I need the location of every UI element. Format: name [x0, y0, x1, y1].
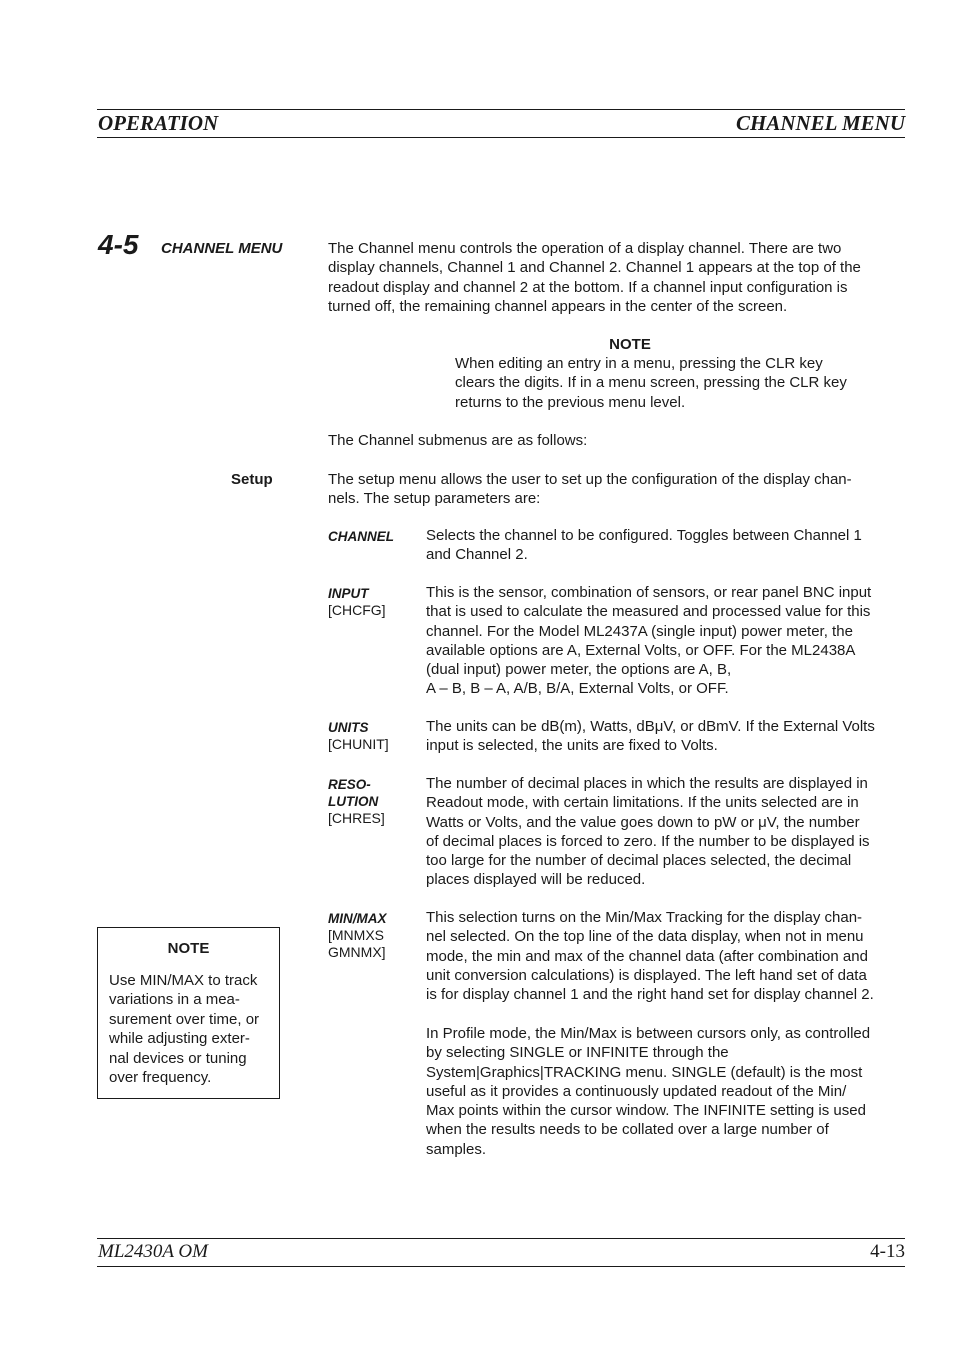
intro-paragraph	[328, 239, 906, 316]
side-note-box	[97, 927, 280, 1099]
desc-line: input is selected, the units are fixed to Volts.	[426, 737, 718, 755]
side-note-line: Use MIN/MAX to track	[109, 972, 258, 989]
desc-line: by selecting SINGLE or INFINITE through the	[426, 1044, 729, 1062]
section-title: CHANNEL MENU	[161, 240, 283, 257]
side-note-body	[109, 971, 270, 1087]
note-line: When editing an entry in a menu, pressing the CLR key	[455, 355, 823, 372]
param-minmax-desc-profile	[426, 1024, 906, 1159]
header-chapter-label: CHANNEL MENU	[736, 111, 905, 135]
desc-line: available options are A, External Volts, or OFF. For the ML2438A	[426, 641, 856, 659]
desc-line: This selection turns on the Min/Max Tracking for the display chan-	[426, 909, 863, 926]
desc-line: System|Graphics|TRACKING menu. SINGLE (default) is the most	[426, 1063, 863, 1081]
desc-line: of decimal places is forced to zero. If the number to be displayed is	[426, 832, 870, 850]
side-note-heading: NOTE	[167, 940, 210, 957]
param-name: RESO-	[328, 777, 371, 792]
note-line: returns to the previous menu level.	[455, 393, 686, 411]
param-channel-term	[328, 528, 420, 545]
desc-line: The number of decimal places in which the results are displayed in	[426, 775, 868, 792]
desc-line: mode, the min and max of the channel data (after combination and	[426, 947, 868, 965]
param-resolution-term	[328, 776, 420, 827]
desc-line: too large for the number of decimal places selected, the decimal	[426, 852, 852, 870]
desc-line: This is the sensor, combination of sensors, or rear panel BNC input	[426, 584, 872, 601]
param-name: UNITS	[328, 720, 369, 735]
param-code: [CHCFG]	[328, 602, 386, 618]
param-resolution-desc	[426, 774, 906, 890]
footer-top-rule	[97, 1238, 905, 1239]
header-section-label: OPERATION	[98, 111, 219, 135]
desc-line: is for display channel 1 and the right hand set for display channel 2.	[426, 986, 874, 1004]
desc-line: useful as it provides a continuously updated readout of the Min/	[426, 1082, 847, 1100]
desc-line: channel. For the Model ML2437A (single input) power meter, the	[426, 622, 853, 640]
param-name: CHANNEL	[328, 529, 394, 544]
footer-bottom-rule	[97, 1266, 905, 1267]
desc-line: Readout mode, with certain limitations. If the units selected are in	[426, 794, 859, 812]
note-line: clears the digits. If in a menu screen, pressing the CLR key	[455, 374, 847, 392]
intro-line: The Channel menu controls the operation of a display channel. There are two	[328, 240, 842, 257]
desc-line: when the results needs to be collated over a large number of	[426, 1121, 829, 1139]
intro-line: display channels, Channel 1 and Channel 2. Channel 1 appears at the top of the	[328, 259, 861, 277]
param-code: [MNMXS	[328, 927, 384, 943]
section-number: 4-5	[98, 229, 139, 260]
param-code: [CHRES]	[328, 810, 385, 826]
note-body	[455, 354, 895, 412]
param-name: MIN/MAX	[328, 911, 387, 926]
desc-line: nel selected. On the top line of the data display, when not in menu	[426, 928, 864, 946]
param-name: LUTION	[328, 794, 379, 809]
param-name: INPUT	[328, 586, 369, 601]
param-units-desc	[426, 717, 906, 756]
desc-line: unit conversion calculations) is displayed. The left hand set of data	[426, 966, 867, 984]
submenus-intro: The Channel submenus are as follows:	[328, 432, 588, 449]
desc-line: Max points within the cursor window. The INFINITE setting is used	[426, 1102, 866, 1120]
param-units-term	[328, 719, 420, 753]
desc-line: (dual input) power meter, the options are A, B,	[426, 661, 732, 679]
side-note-line: surement over time, or	[109, 1010, 260, 1028]
intro-line: turned off, the remaining channel appears in the center of the screen.	[328, 297, 788, 315]
desc-line: The units can be dB(m), Watts, dBμV, or dBmV. If the External Volts	[426, 718, 875, 735]
footer-manual-id: ML2430A OM	[98, 1241, 208, 1262]
header-bottom-rule	[97, 137, 905, 138]
desc-line: that is used to calculate the measured and processed value for this	[426, 603, 871, 621]
desc-line: Watts or Volts, and the value goes down to pW or μV, the number	[426, 813, 860, 831]
desc-line: Selects the channel to be configured. Toggles between Channel 1	[426, 527, 862, 544]
footer-page-number: 4-13	[870, 1241, 905, 1262]
param-input-desc	[426, 583, 906, 699]
side-note-line: while adjusting exter-	[109, 1030, 250, 1048]
setup-label: Setup	[231, 471, 273, 488]
side-note-line: variations in a mea-	[109, 991, 240, 1009]
side-note-line: over frequency.	[109, 1069, 212, 1087]
side-note-line: nal devices or tuning	[109, 1049, 247, 1067]
param-channel-desc	[426, 526, 906, 565]
param-code: GMNMX]	[328, 944, 386, 960]
setup-line: The setup menu allows the user to set up the configuration of the display chan-	[328, 471, 852, 488]
param-minmax-term	[328, 910, 420, 961]
desc-line: samples.	[426, 1140, 487, 1158]
param-code: [CHUNIT]	[328, 736, 389, 752]
setup-line: nels. The setup parameters are:	[328, 490, 541, 508]
intro-line: readout display and channel 2 at the bottom. If a channel input configuration is	[328, 278, 848, 296]
desc-line: places displayed will be reduced.	[426, 871, 646, 889]
param-input-term	[328, 585, 420, 619]
note-heading: NOTE	[609, 336, 651, 353]
param-minmax-desc	[426, 908, 906, 1004]
desc-line: In Profile mode, the Min/Max is between cursors only, as controlled	[426, 1025, 871, 1042]
setup-paragraph	[328, 470, 906, 509]
desc-line: A – B, B – A, A/B, B/A, External Volts, or OFF.	[426, 680, 729, 698]
desc-line: and Channel 2.	[426, 546, 528, 564]
